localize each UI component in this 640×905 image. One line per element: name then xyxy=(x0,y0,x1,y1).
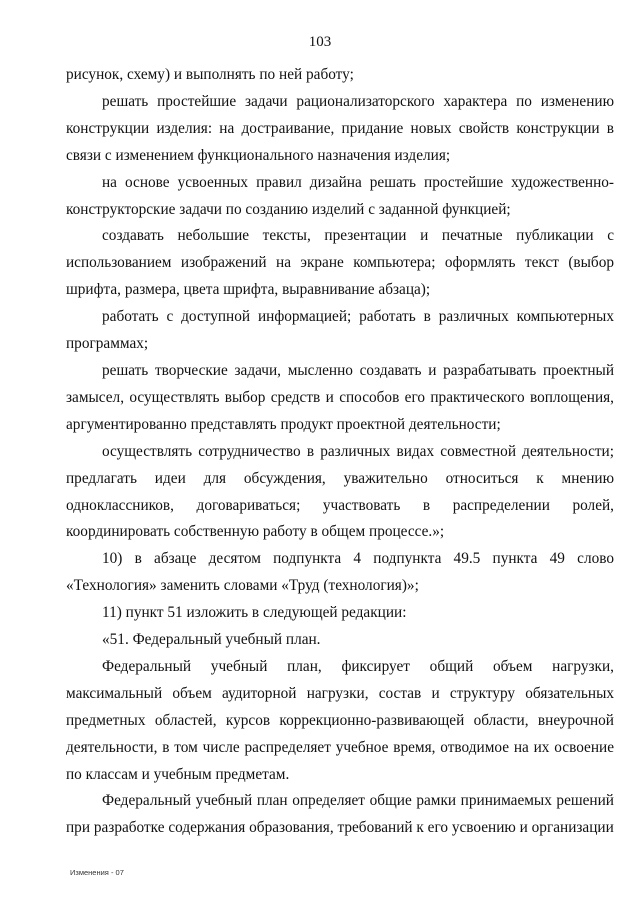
paragraph: решать творческие задачи, мысленно создавать и разрабатывать проектный замысел, осуществлять выбор средств и способов его практического воплощения, аргументированно представлять продукт проектной деятельности; xyxy=(66,361,614,433)
paragraph: осуществлять сотрудничество в различных видах совместной деятельности; предлагать идеи для обсуждения, уважительно относиться к мнению одноклассников, договариваться; участвовать в распределении ролей, координировать собственную работу в общем процессе.»; xyxy=(66,442,614,541)
paragraph-continuation: рисунок, схему) и выполнять по ней работу; xyxy=(66,66,354,83)
page-number: 103 xyxy=(308,34,332,50)
amendment-item-10: 10) в абзаце десятом подпункта 4 подпункта 49.5 пункта 49 слово «Технология» заменить словами «Труд (технология)»; xyxy=(66,550,614,595)
section-heading: «51. Федеральный учебный план. xyxy=(102,631,321,649)
document-body xyxy=(66,62,614,842)
paragraph: работать с доступной информацией; работать в различных компьютерных программах; xyxy=(66,308,614,353)
paragraph: создавать небольшие тексты, презентации и печатные публикации с использованием изображений на экране компьютера; оформлять текст (выбор шрифта, размера, цвета шрифта, выравнивание абзаца); xyxy=(66,227,614,299)
paragraph: на основе усвоенных правил дизайна решать простейшие художественно-конструкторские задачи по созданию изделий с заданной функцией; xyxy=(66,173,614,218)
amendment-item-11: 11) пункт 51 изложить в следующей редакции: xyxy=(102,604,407,622)
paragraph: Федеральный учебный план, фиксирует общий объем нагрузки, максимальный объем аудиторной нагрузки, состав и структуру обязательных предметных областей, курсов коррекционно-развивающей области, внеурочной деятельности, в том числе распределяет учебное время, отводимое на их освоение по классам и учебным предметам. xyxy=(66,657,614,783)
paragraph: решать простейшие задачи рационализаторского характера по изменению конструкции изделия: на достраивание, придание новых свойств конструкции в связи с изменением функционального назначения изделия; xyxy=(66,92,614,164)
page-footer: Изменения - 07 xyxy=(70,868,124,877)
paragraph: Федеральный учебный план определяет общие рамки принимаемых решений при разработке содержания образования, требований к его усвоению и организации xyxy=(66,792,614,837)
